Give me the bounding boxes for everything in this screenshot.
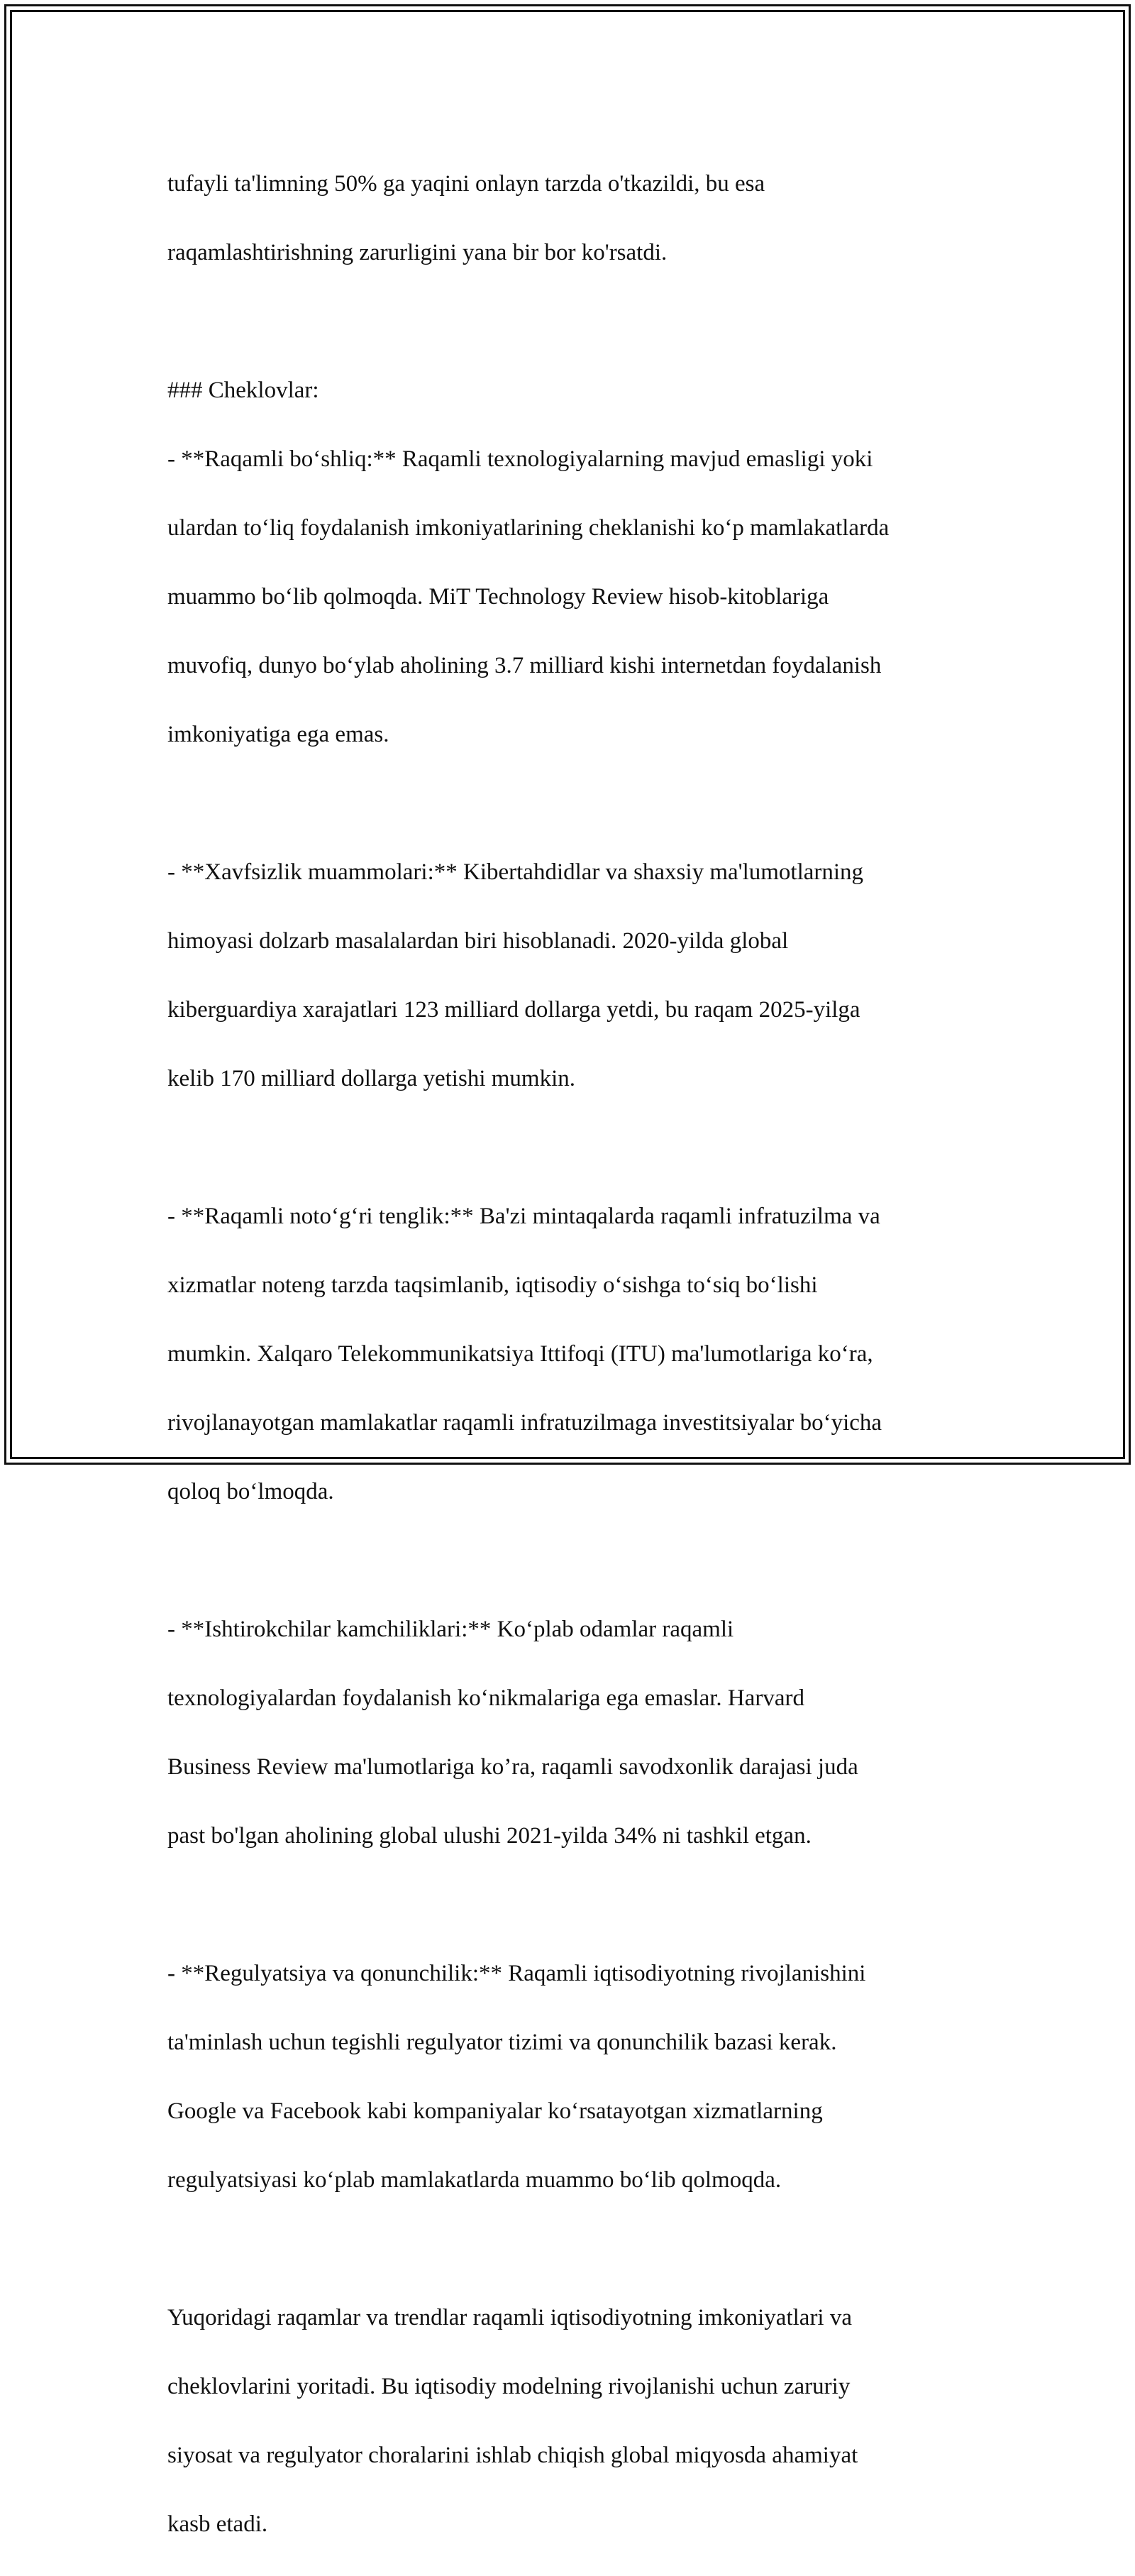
text-line: regulyatsiyasi ko‘plab mamlakatlarda muammo bo‘lib qolmoqda.: [167, 2167, 782, 2193]
list-item-security: [167, 820, 990, 1130]
text-line: - **Ishtirokchilar kamchiliklari:** Ko‘plab odamlar raqamli: [167, 1616, 734, 1642]
text-line: siyosat va regulyator choralarini ishlab chiqish global miqyosda ahamiyat: [167, 2442, 858, 2468]
list-item-regulation: [167, 1922, 990, 2232]
text-line: - **Raqamli bo‘shliq:** Raqamli texnologiyalarning mavjud emasligi yoki: [167, 446, 873, 472]
text-line: himoyasi dolzarb masalalardan biri hisoblanadi. 2020-yilda global: [167, 928, 789, 954]
list-item-skills: [167, 1578, 990, 1888]
text-line: rivojlanayotgan mamlakatlar raqamli infratuzilmaga investitsiyalar bo‘yicha: [167, 1409, 882, 1436]
text-line: Yuqoridagi raqamlar va trendlar raqamli iqtisodiyotning imkoniyatlari va: [167, 2304, 852, 2330]
heading-prefix: ###: [167, 377, 209, 403]
text-line: cheklovlarini yoritadi. Bu iqtisodiy modelning rivojlanishi uchun zaruriy: [167, 2373, 851, 2399]
text-line: ta'minlash uchun tegishli regulyator tizimi va qonunchilik bazasi kerak.: [167, 2029, 837, 2055]
text-line: mumkin. Xalqaro Telekommunikatsiya Ittifoqi (ITU) ma'lumotlariga ko‘ra,: [167, 1341, 873, 1367]
text-line: tufayli ta'limning 50% ga yaqini onlayn tarzda o'tkazildi, bu esa: [167, 170, 765, 197]
text-line: qoloq bo‘lmoqda.: [167, 1478, 334, 1504]
limitations-section: [167, 338, 990, 786]
text-line: - **Regulyatsiya va qonunchilik:** Raqamli iqtisodiyotning rivojlanishini: [167, 1960, 866, 1986]
heading-text: Cheklovlar:: [208, 377, 319, 403]
text-line: Business Review ma'lumotlariga ko’ra, raqamli savodxonlik darajasi juda: [167, 1754, 858, 1780]
text-line: ulardan to‘liq foydalanish imkoniyatlarining cheklanishi ko‘p mamlakatlarda: [167, 514, 890, 541]
list-item-inequality: [167, 1165, 990, 1543]
text-line: kasb etadi.: [167, 2511, 268, 2537]
text-line: xizmatlar noteng tarzda taqsimlanib, iqtisodiy o‘sishga to‘siq bo‘lishi: [167, 1272, 818, 1298]
text-line: muammo bo‘lib qolmoqda. MiT Technology Review hisob-kitoblariga: [167, 583, 829, 610]
text-line: muvofiq, dunyo bo‘ylab aholining 3.7 milliard kishi internetdan foydalanish: [167, 652, 882, 678]
text-line: texnologiyalardan foydalanish ko‘nikmalariga ega emaslar. Harvard: [167, 1685, 804, 1711]
text-line: Google va Facebook kabi kompaniyalar ko‘rsatayotgan xizmatlarning: [167, 2098, 823, 2124]
text-line: kelib 170 milliard dollarga yetishi mumkin.: [167, 1065, 575, 1091]
text-line: - **Raqamli noto‘g‘ri tenglik:** Ba'zi mintaqalarda raqamli infratuzilma va: [167, 1203, 880, 1229]
text-line: raqamlashtirishning zarurligini yana bir bor ko'rsatdi.: [167, 239, 668, 265]
intro-paragraph: [167, 132, 990, 304]
document-body: [167, 132, 990, 2576]
text-line: imkoniyatiga ega emas.: [167, 721, 389, 747]
section-heading: [167, 373, 990, 408]
conclusion-paragraph: [167, 2266, 990, 2576]
text-line: - **Xavfsizlik muammolari:** Kibertahdidlar va shaxsiy ma'lumotlarning: [167, 859, 864, 885]
text-line: kiberguardiya xarajatlari 123 milliard dollarga yetdi, bu raqam 2025-yilga: [167, 996, 860, 1023]
text-line: past bo'lgan aholining global ulushi 2021-yilda 34% ni tashkil etgan.: [167, 1822, 812, 1849]
